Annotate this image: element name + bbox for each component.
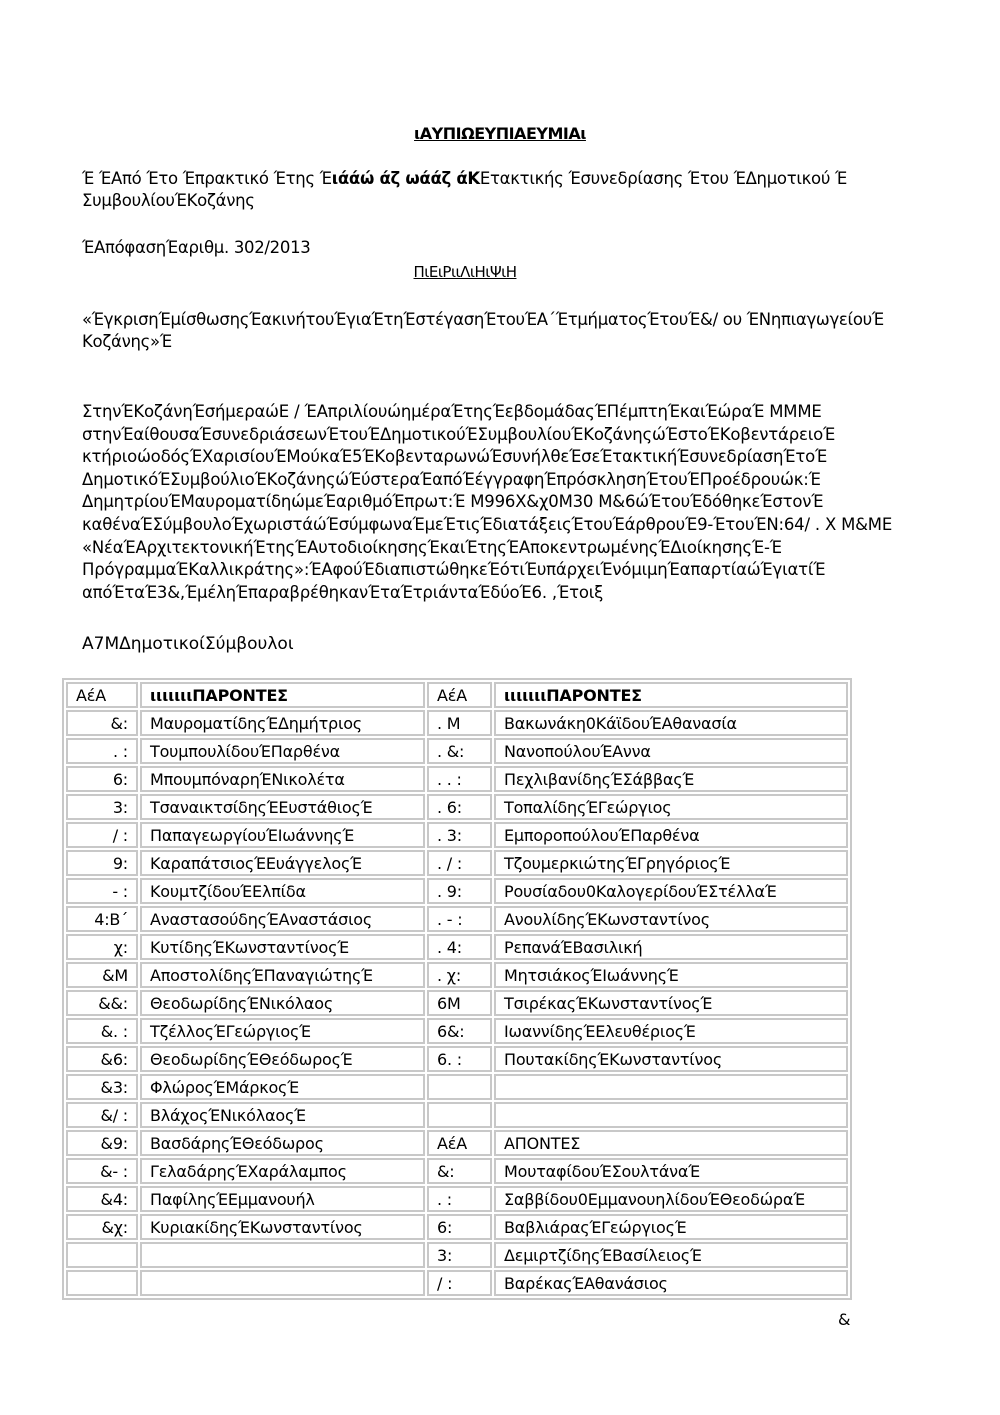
right-name: ΠουτακίδηςΈΚωνσταντίνος (494, 1046, 848, 1072)
body-line: ΣτηνΈΚοζάνηΈσήμεραώΕ / ΈΑπριλίουώημέραΈτηςΈεβδομάδαςΈΠέμπτηΈκαιΈώραΈ ΜΜΜΕ (82, 402, 822, 421)
decision-number: ΈΑπόφασηΈαριθμ. 302/2013 (82, 238, 311, 257)
right-name: ΤοπαλίδηςΈΓεώργιος (494, 794, 848, 820)
right-num: . / : (427, 850, 492, 876)
right-num: 6Μ (427, 990, 492, 1016)
table-row (66, 1186, 848, 1212)
right-name: ΙωαννίδηςΈΕλευθέριοςΈ (494, 1018, 848, 1044)
body-line: «ΝέαΈΑρχιτεκτονικήΈτηςΈΑυτοδιοίκησηςΈκαιΈτηςΈΑποκεντρωμένηςΈΔιοίκησηςΈ-Έ (82, 537, 782, 557)
table-row (66, 1046, 848, 1072)
right-num (427, 1074, 492, 1100)
left-name (140, 1270, 425, 1296)
body-line: ΠρόγραμμαΈΚαλλικράτης»:ΈΑφούΈδιαπιστώθηκεΈότιΈυπάρχειΈνόμιμηΈαπαρτίαώΈγιατίΈ (82, 560, 826, 580)
table-row (66, 962, 848, 988)
table-row (66, 934, 848, 960)
header-num-right: ΑέΑ (427, 682, 492, 708)
table-row (66, 906, 848, 932)
body-line: απόΈταΈ3&,ΈμέληΈπαραβρέθηκανΈταΈτριάνταΈδύοΈ6. ,Έτοιξ (82, 582, 604, 602)
left-name: ΦλώροςΈΜάρκοςΈ (140, 1074, 425, 1100)
right-num (427, 1102, 492, 1128)
right-num: . 3: (427, 822, 492, 848)
left-num: &. : (66, 1018, 138, 1044)
left-name: ΤουμπουλίδουΈΠαρθένα (140, 738, 425, 764)
table-row (66, 878, 848, 904)
right-name: ΜητσιάκοςΈΙωάννηςΈ (494, 962, 848, 988)
intro-line-2: ΣυμβουλίουΈΚοζάνης (82, 191, 255, 210)
subject-line-2: Κοζάνης»Έ (82, 332, 172, 351)
table-row (66, 1270, 848, 1296)
right-name: ΝανοπούλουΈΑννα (494, 738, 848, 764)
subject-line-1: «ΈγκρισηΈμίσθωσηςΈακινήτουΈγιαΈτηΈστέγασηΈτουΈΑ΄ΈτμήματοςΈτουΈ&/ ου ΈΝηπιαγωγείουΈ (82, 310, 884, 329)
left-name (140, 1242, 425, 1268)
intro-suffix: Ετακτικής Έσυνεδρίασης Έτου ΈΔημοτικού Έ (479, 169, 848, 188)
left-num: . : (66, 738, 138, 764)
left-num: 9: (66, 850, 138, 876)
left-num: - : (66, 878, 138, 904)
right-num: ΑέΑ (427, 1130, 492, 1156)
left-name: ΚυριακίδηςΈΚωνσταντίνος (140, 1214, 425, 1240)
left-num (66, 1242, 138, 1268)
page-number: & (838, 1310, 851, 1329)
right-num: 6. : (427, 1046, 492, 1072)
right-num: . 6: (427, 794, 492, 820)
right-name: ΠεχλιβανίδηςΈΣάββαςΈ (494, 766, 848, 792)
left-num: &/ : (66, 1102, 138, 1128)
left-name: ΚυτίδηςΈΚωνσταντίνοςΈ (140, 934, 425, 960)
right-name: ΒαρέκαςΈΑθανάσιος (494, 1270, 848, 1296)
left-name: ΘεοδωρίδηςΈΝικόλαος (140, 990, 425, 1016)
table-row (66, 990, 848, 1016)
left-num (66, 1270, 138, 1296)
right-num: &: (427, 1158, 492, 1184)
right-name: ΤσιρέκαςΈΚωνσταντίνοςΈ (494, 990, 848, 1016)
body-line: ΔημοτικόΈΣυμβούλιοΈΚοζάνηςώΈύστεραΈαπόΈέγγραφηΈπρόσκλησηΈτουΈΠροέδρουώκ:Έ (82, 469, 821, 489)
left-name: ΚαραπάτσιοςΈΕυάγγελοςΈ (140, 850, 425, 876)
table-row (66, 766, 848, 792)
left-name: ΘεοδωρίδηςΈΘεόδωροςΈ (140, 1046, 425, 1072)
right-num: . χ: (427, 962, 492, 988)
right-name: Ρουσίαδου0ΚαλογερίδουΈΣτέλλαΈ (494, 878, 848, 904)
table-row (66, 1158, 848, 1184)
right-name: ΤζουμερκιώτηςΈΓρηγόριοςΈ (494, 850, 848, 876)
left-num: &- : (66, 1158, 138, 1184)
left-num: &9: (66, 1130, 138, 1156)
left-num: 3: (66, 794, 138, 820)
left-name: ΓελαδάρηςΈΧαράλαμπος (140, 1158, 425, 1184)
left-name: ΜαυροματίδηςΈΔημήτριος (140, 710, 425, 736)
right-name (494, 1074, 848, 1100)
intro-paragraph (82, 168, 912, 212)
left-num: &4: (66, 1186, 138, 1212)
left-num: 4:Β΄ (66, 906, 138, 932)
table-row (66, 1074, 848, 1100)
left-name: ΤσαναικτσίδηςΈΕυστάθιοςΈ (140, 794, 425, 820)
header-num: ΑέΑ (66, 682, 138, 708)
right-name: Βακωνάκη0ΚάϊδουΈΑθανασία (494, 710, 848, 736)
table-row (66, 1130, 848, 1156)
right-num: . - : (427, 906, 492, 932)
table-row (66, 710, 848, 736)
left-name: ΒασδάρηςΈΘεόδωρος (140, 1130, 425, 1156)
body-line: κτήριοώοδόςΈΧαρισίουΈΜούκαΈ5ΈΚοβενταρωνώΈσυνήλθεΈσεΈτακτικήΈσυνεδρίασηΈτοΈ (82, 447, 828, 467)
left-num: &χ: (66, 1214, 138, 1240)
left-name: ΑναστασούδηςΈΑναστάσιος (140, 906, 425, 932)
table-row (66, 794, 848, 820)
left-name: ΒλάχοςΈΝικόλαοςΈ (140, 1102, 425, 1128)
left-num: 6: (66, 766, 138, 792)
right-name: ΔεμιρτζίδηςΈΒασίλειοςΈ (494, 1242, 848, 1268)
left-name: ΤζέλλοςΈΓεώργιοςΈ (140, 1018, 425, 1044)
document-title: ιΑΥΠΙΩΕΥΠΙΑΕΥΜΙΑι (414, 124, 586, 143)
header-present-right: ιιιιιιιΠΑΡΟΝΤΕΣ (494, 682, 848, 708)
left-name: ΠαπαγεωργίουΈΙωάννηςΈ (140, 822, 425, 848)
left-name: ΚουμτζίδουΈΕλπίδα (140, 878, 425, 904)
right-num: . &: (427, 738, 492, 764)
right-name: ΜουταφίδουΈΣουλτάναΈ (494, 1158, 848, 1184)
intro-prefix: Έ ΈΑπό Έτο Έπρακτικό Έτης Έ (82, 169, 332, 188)
intro-bold: ιάάώ άζ ωάάζ άΚ (331, 169, 480, 188)
left-num: &6: (66, 1046, 138, 1072)
body-line: ΔημητρίουΈΜαυροματίδηώμεΈαριθμόΈπρωτ:Έ Μ996Χ&χ0Μ30 Μ&6ώΈτουΈδόθηκεΈστονΈ (82, 492, 824, 512)
left-name: ΑποστολίδηςΈΠαναγιώτηςΈ (140, 962, 425, 988)
left-num: / : (66, 822, 138, 848)
right-num: . : (427, 1186, 492, 1212)
subject-paragraph (82, 309, 912, 353)
left-num: &: (66, 710, 138, 736)
body-paragraph (82, 401, 912, 604)
left-num: χ: (66, 934, 138, 960)
header-present: ιιιιιιιΠΑΡΟΝΤΕΣ (140, 682, 425, 708)
right-num: 3: (427, 1242, 492, 1268)
body-line: στηνΈαίθουσαΈσυνεδριάσεωνΈτουΈΔημοτικούΈΣυμβουλίουΈΚοζάνηςώΈστοΈΚοβεντάρειοΈ (82, 424, 836, 444)
table-row (66, 1102, 848, 1128)
right-name: ΒαβλιάραςΈΓεώργιοςΈ (494, 1214, 848, 1240)
table-row (66, 738, 848, 764)
right-name: ΕμποροπούλουΈΠαρθένα (494, 822, 848, 848)
attendance-table (62, 678, 852, 1300)
right-name: ΑνουλίδηςΈΚωνσταντίνος (494, 906, 848, 932)
right-num: 6&: (427, 1018, 492, 1044)
right-num: . Μ (427, 710, 492, 736)
right-name: Σαββίδου0ΕμμανουηλίδουΈΘεοδώραΈ (494, 1186, 848, 1212)
left-name: ΠαφίληςΈΕμμανουήλ (140, 1186, 425, 1212)
table-row (66, 822, 848, 848)
right-num: . 9: (427, 878, 492, 904)
left-name: ΜπουμπόναρηΈΝικολέτα (140, 766, 425, 792)
table-row (66, 1242, 848, 1268)
left-num: &3: (66, 1074, 138, 1100)
section-title: Α7ΜΔημοτικοίΣύμβουλοι (82, 634, 294, 654)
table-header-row (66, 682, 848, 708)
right-name: ΡεπανάΈΒασιλική (494, 934, 848, 960)
right-name (494, 1102, 848, 1128)
right-num: 6: (427, 1214, 492, 1240)
left-num: &Μ (66, 962, 138, 988)
body-line: καθέναΈΣύμβουλοΈχωριστάώΈσύμφωναΈμεΈτιςΈδιατάξειςΈτουΈάρθρουΈ9-ΈτουΈΝ:64/ . Χ Μ&ΜΕ (82, 514, 893, 534)
right-num: / : (427, 1270, 492, 1296)
table-row (66, 850, 848, 876)
left-num: &&: (66, 990, 138, 1016)
right-num: . . : (427, 766, 492, 792)
subject-heading: ΠιΕιΡιιΛιΗιΨιΗ (413, 263, 517, 281)
table-row (66, 1214, 848, 1240)
table-row (66, 1018, 848, 1044)
right-num: . 4: (427, 934, 492, 960)
right-name: ΑΠΟΝΤΕΣ (494, 1130, 848, 1156)
